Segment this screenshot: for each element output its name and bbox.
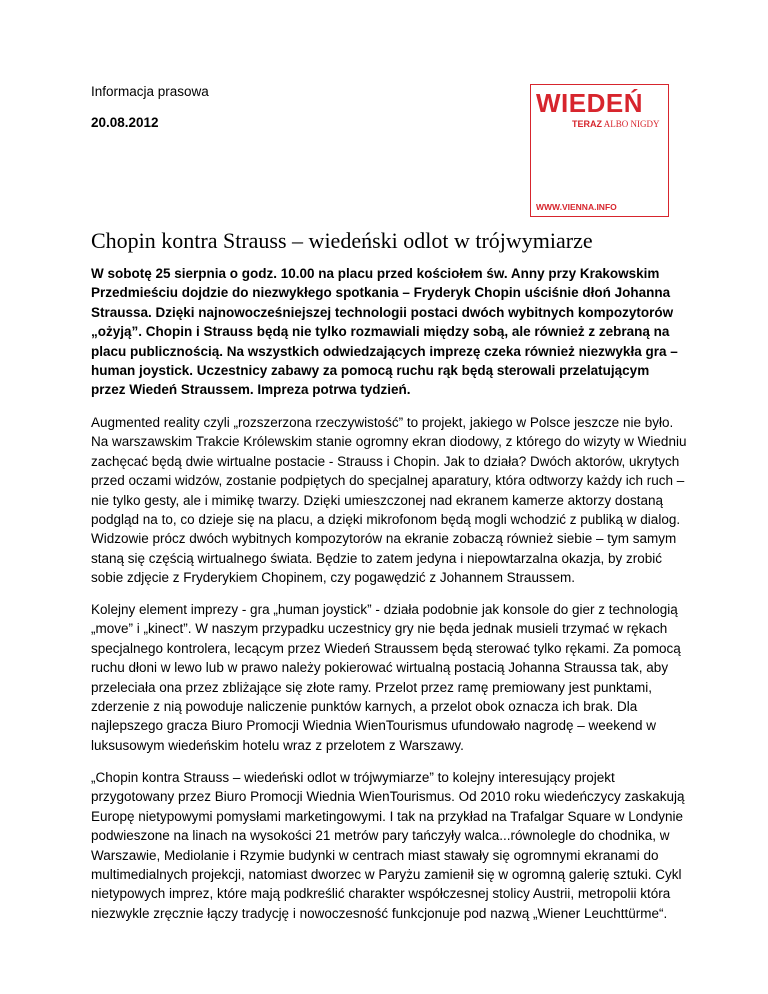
article-paragraph: Augmented reality czyli „rozszerzona rzeczywistość” to projekt, jakiego w Polsce jeszcze nie było. Na warszawskim Trakcie Królewskim stanie ogromny ekran diodowy, z którego do wizyty w Wiedniu zachęcać będą dwie wirtualne postacie - Strauss i Chopin. Jak to działa? Dwóch aktorów, ukrytych przed oczami widzów, zostanie podpiętych do specjalnej aparatury, która odtworzy każdy ich ruch – nie tylko gesty, ale i mimikę twarzy. Dzięki umieszczonej nad ekranem kamerze aktorzy dostaną podgląd na to, co dzieje się na placu, a dzięki mikrofonom będą mogli wchodzić z publiką w dialog. Widzowie prócz dwóch wybitnych kompozytorów na ekranie zobaczą również siebie – tym samym staną się częścią wirtualnego świata. Będzie to zatem jedyna i niepowtarzalna okazja, by zrobić sobie zdjęcie z Fryderykiem Chopinem, czy pogawędzić z Johannem Straussem.	[91, 415, 687, 586]
article-paragraph: „Chopin kontra Strauss – wiedeński odlot w trójwymiarze” to kolejny interesujący projekt przygotowany przez Biuro Promocji Wiednia WienTourismus. Od 2010 roku wiedeńczycy zaskakują Europę nietypowymi pomysłami marketingowymi. I tak na przykład na Trafalgar Square w Londynie podwieszone na linach na wysokości 21 metrów pary tańczyły walca...równolegle do chodnika, w Warszawie, Mediolanie i Rzymie budynki w centrach miast stawały się ogromnymi ekranami do multimedialnych projekcji, natomiast dworzec w Paryżu zamienił się w ogromną galerię sztuki. Cykl nietypowych imprez, które mają podkreślić charakter współczesnej stolicy Austrii, metropolii która niezwykle zręcznie łączy tradycję i nowoczesność funkcjonuje pod nazwą „Wiener Leuchttürme“.	[91, 770, 685, 921]
article-lead: W sobotę 25 sierpnia o godz. 10.00 na placu przed kościołem św. Anny przy Krakowskim Przedmieściu dojdzie do niezwykłego spotkania – Fryderyk Chopin uściśnie dłoń Johanna Straussa. Dzięki najnowocześniejszej technologii postaci dwóch wybitnych kompozytorów „ożyją”. Chopin i Strauss będą nie tylko rozmawiali między sobą, ale również z zebraną na placu publicznością. Na wszystkich odwiedzających imprezę czeka również niezwykła gra – human joystick. Uczestnicy zabawy za pomocą ruchu rąk będą sterowali przelatującym przez Wiedeń Straussem. Impreza potrwa tydzień.	[91, 266, 678, 398]
logo-tagline-bold: TERAZ	[572, 119, 602, 129]
logo-url: WWW.VIENNA.INFO	[536, 202, 617, 212]
article-headline: Chopin kontra Strauss – wiedeński odlot w trójwymiarze	[91, 228, 593, 253]
vienna-logo	[530, 84, 669, 217]
logo-title: WIEDEŃ	[536, 88, 643, 118]
document-date: 20.08.2012	[91, 115, 159, 130]
logo-tagline	[572, 119, 660, 129]
document-type-label: Informacja prasowa	[91, 84, 209, 99]
logo-tagline-rest: ALBO NIGDY	[603, 119, 660, 129]
article-paragraph: Kolejny element imprezy - gra „human joystick” - działa podobnie jak konsole do gier z technologią „move” i „kinect”. W naszym przypadku uczestnicy gry nie będa jednak musieli trzymać w rękach specjalnego kontrolera, lecącym przez Wiedeń Straussem będą sterować tylko rękami. Za pomocą ruchu dłoni w lewo lub w prawo należy pokierować wirtualną postacią Johanna Straussa tak, aby przeleciała ona przez zbliżające się złote ramy. Przelot przez ramę premiowany jest punktami, zderzenie z nią powoduje naliczenie punktów karnych, a przelot obok oznacza ich brak. Dla najlepszego gracza Biuro Promocji Wiednia WienTourismus ufundowało nagrodę – weekend w luksusowym wiedeńskim hotelu wraz z przelotem z Warszawy.	[91, 602, 681, 753]
